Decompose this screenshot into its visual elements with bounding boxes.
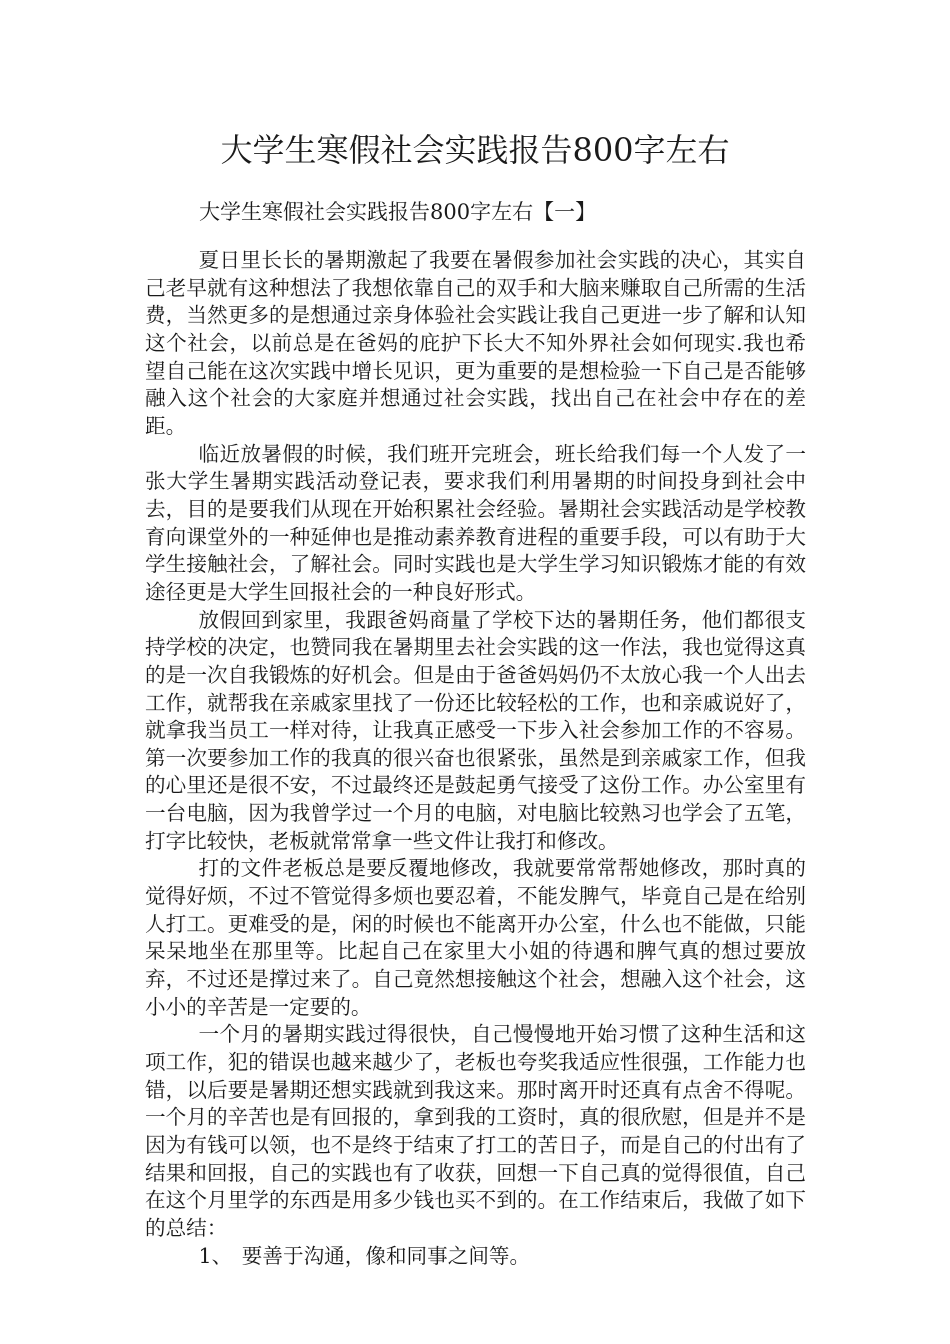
paragraph: 临近放暑假的时候，我们班开完班会，班长给我们每一个人发了一张大学生暑期实践活动登记表，要求我们利用暑期的时间投身到社会中去，目的是要我们从现在开始积累社会经验。暑期社会实践活动是学校教育向课堂外的一种延伸也是推动素养教育进程的重要手段，可以有助于大学生接触社会，了解社会。同时实践也是大学生学习知识锻炼才能的有效途径更是大学生回报社会的一种良好形式。 (145, 441, 806, 604)
list-item-number: 1、 (198, 1243, 233, 1268)
document-title: 大学生寒假社会实践报告800字左右 (220, 131, 730, 169)
paragraph: 放假回到家里，我跟爸妈商量了学校下达的暑期任务，他们都很支持学校的决定，也赞同我在暑期里去社会实践的这一作法，我也觉得这真的是一次自我锻炼的好机会。但是由于爸爸妈妈仍不太放心我一个人出去工作，就帮我在亲戚家里找了一份还比较轻松的工作，也和亲戚说好了，就拿我当员工一样对待，让我真正感受一下步入社会参加工作的不容易。第一次要参加工作的我真的很兴奋也很紧张，虽然是到亲戚家工作，但我的心里还是很不安，不过最终还是鼓起勇气接受了这份工作。办公室里有一台电脑，因为我曾学过一个月的电脑，对电脑比较熟习也学会了五笔，打字比较快，老板就常常拿一些文件让我打和修改。 (145, 607, 806, 853)
section-heading: 大学生寒假社会实践报告800字左右【一】 (199, 200, 597, 224)
paragraph: 打的文件老板总是要反覆地修改，我就要常常帮她修改，那时真的觉得好烦，不过不管觉得多烦也要忍着，不能发脾气，毕竟自己是在给别人打工。更难受的是，闲的时候也不能离开办公室，什么也不能做，只能呆呆地坐在那里等。比起自己在家里大小姐的待遇和脾气真的想过要放弃，不过还是撑过来了。自己竟然想接触这个社会，想融入这个社会，这小小的辛苦是一定要的。 (145, 856, 806, 1019)
paragraph: 一个月的暑期实践过得很快，自己慢慢地开始习惯了这种生活和这项工作，犯的错误也越来越少了，老板也夸奖我适应性很强，工作能力也错，以后要是暑期还想实践就到我这来。那时离开时还真有点舍不得呢。一个月的辛苦也是有回报的，拿到我的工资时，真的很欣慰，但是并不是因为有钱可以领，也不是终于结束了打工的苦日子，而是自己的付出有了结果和回报，自己的实践也有了收获，回想一下自己真的觉得很值，自己在这个月里学的东西是用多少钱也买不到的。在工作结束后，我做了如下的总结： (145, 1022, 806, 1240)
paragraph: 夏日里长长的暑期激起了我要在暑假参加社会实践的决心，其实自己老早就有这种想法了我想依靠自己的双手和大脑来赚取自己所需的生活费，当然更多的是想通过亲身体验社会实践让我自己更进一步了解和认知这个社会，以前总是在爸妈的庇护下长大不知外界社会如何现实.我也希望自己能在这次实践中增长见识，更为重要的是想检验一下自己是否能够融入这个社会的大家庭并想通过社会实践，找出自己在社会中存在的差距。 (145, 248, 806, 438)
list-item (145, 1243, 806, 1271)
list-item-text: 要善于沟通，像和同事之间等。 (241, 1243, 531, 1268)
document-body (145, 247, 806, 1270)
